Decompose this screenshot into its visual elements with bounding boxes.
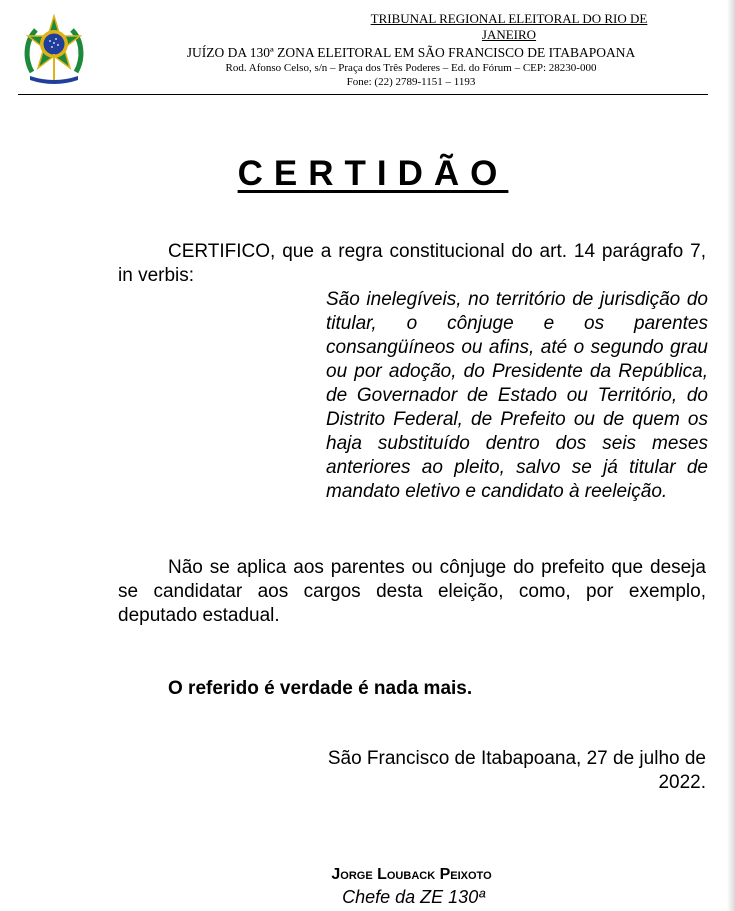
certification-paragraph: CERTIFICO, que a regra constitucional do art. 14 parágrafo 7, in verbis: xyxy=(118,241,706,286)
closing-statement: O referido é verdade é nada mais. xyxy=(168,678,473,699)
court-phone: Fone: (22) 2789-1151 – 1193 xyxy=(346,76,476,88)
zone-name: JUÍZO DA 130ª ZONA ELEITORAL EM SÃO FRANCISCO DE ITABAPOANA xyxy=(186,45,636,60)
court-name-line2: JANEIRO xyxy=(481,27,537,42)
court-name xyxy=(324,11,694,43)
explanation-paragraph: Não se aplica aos parentes ou cônjuge do prefeito que deseja se candidatar aos cargos desta eleição, como, por exemplo, deputado estadual. xyxy=(118,557,706,626)
letterhead xyxy=(18,8,708,95)
place-and-date: São Francisco de Itabapoana, 27 de julho de 2022. xyxy=(327,748,706,793)
court-address: Rod. Afonso Celso, s/n – Praça dos Três Poderes – Ed. do Fórum – CEP: 28230-000 xyxy=(225,62,597,74)
signer-name: Jorge Louback Peixoto xyxy=(331,866,492,883)
constitutional-quote: São inelegíveis, no território de jurisdição do titular, o cônjuge e os parentes consangüíneos ou afins, até o segundo grau ou por adoção, do Presidente da República, de Governador de Estado ou Território, do Distrito Federal, de Prefeito ou de quem os haja substituído dentro dos seis meses anteriores ao pleito, salvo se já titular de mandato eletivo e candidato à reeleição. xyxy=(326,289,708,502)
court-name-line1: TRIBUNAL REGIONAL ELEITORAL DO RIO DE xyxy=(370,11,648,26)
page-edge xyxy=(727,0,735,911)
letterhead-text xyxy=(114,11,708,89)
brazil-coat-of-arms-icon xyxy=(22,14,86,86)
signer-role: Chefe da ZE 130ª xyxy=(342,887,485,907)
document-title: CERTIDÃO xyxy=(237,154,509,193)
